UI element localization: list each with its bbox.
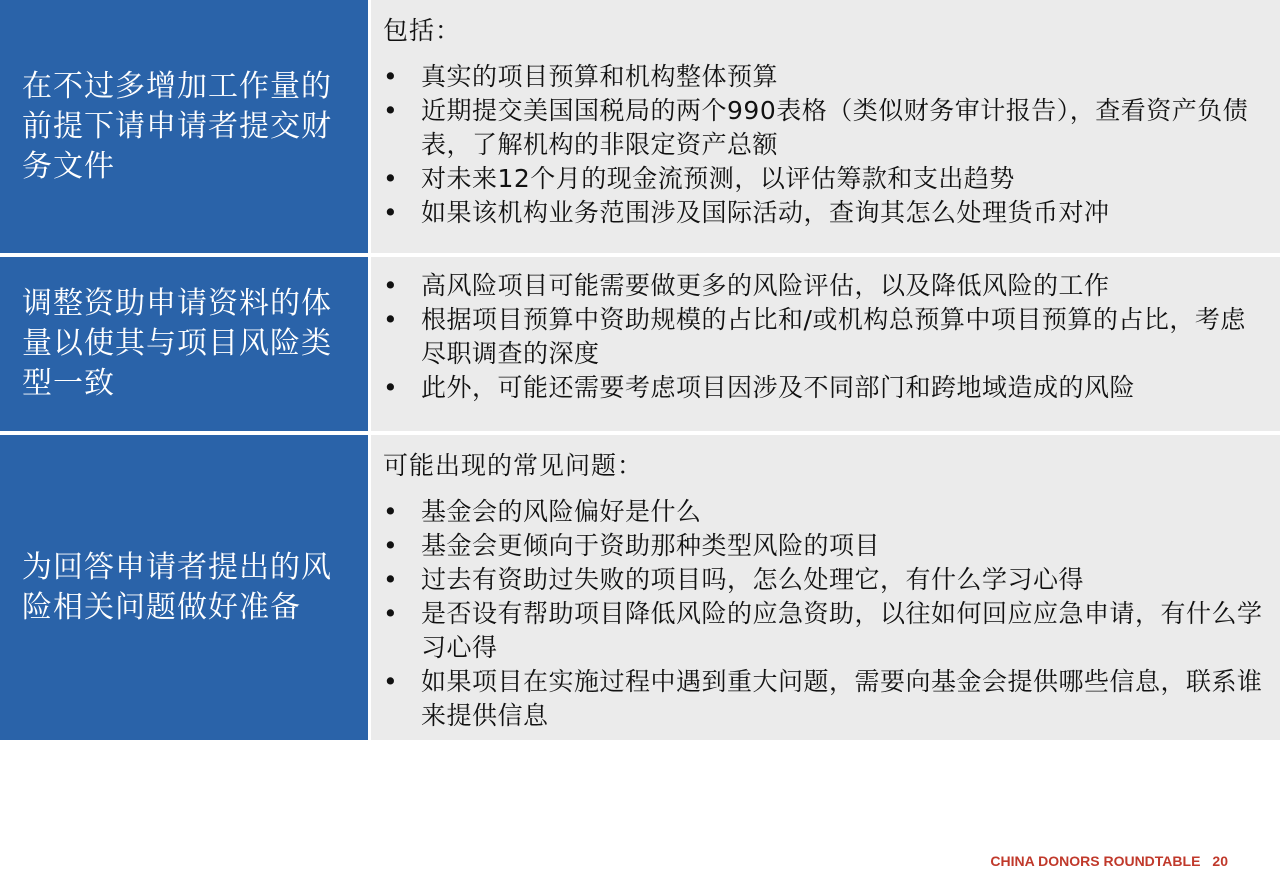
list-item <box>383 60 1266 94</box>
list-item <box>383 94 1266 162</box>
table-row <box>0 435 1280 740</box>
list-item-text: 高风险项目可能需要做更多的风险评估，以及降低风险的工作 <box>421 271 1110 300</box>
table-row <box>0 0 1280 253</box>
list-item-text: 对未来12个月的现金流预测，以评估筹款和支出趋势 <box>421 164 1015 193</box>
list-item <box>383 597 1266 665</box>
bullet-list <box>383 269 1266 405</box>
list-item-text: 真实的项目预算和机构整体预算 <box>421 62 779 91</box>
list-item-text: 根据项目预算中资助规模的占比和/或机构总预算中项目预算的占比，考虑尽职调查的深度 <box>421 305 1246 368</box>
list-item-text: 此外，可能还需要考虑项目因涉及不同部门和跨地域造成的风险 <box>421 373 1136 402</box>
bullet-icon: • <box>383 373 399 402</box>
bullet-icon: • <box>383 667 399 696</box>
footer <box>990 853 1228 869</box>
row-heading-text: 在不过多增加工作量的前提下请申请者提交财务文件 <box>22 68 332 184</box>
list-item <box>383 162 1266 196</box>
list-item-text: 如果项目在实施过程中遇到重大问题，需要向基金会提供哪些信息，联系谁来提供信息 <box>421 667 1263 730</box>
row-heading <box>0 435 368 740</box>
bullet-icon: • <box>383 164 399 193</box>
list-item <box>383 529 1266 563</box>
list-item-text: 基金会的风险偏好是什么 <box>421 497 702 526</box>
bullet-icon: • <box>383 565 399 594</box>
row-lead: 包括： <box>383 16 462 45</box>
list-item <box>383 665 1266 733</box>
row-heading-text: 为回答申请者提出的风险相关问题做好准备 <box>22 549 332 625</box>
bullet-list <box>383 495 1266 733</box>
table-row <box>0 257 1280 431</box>
row-heading-text: 调整资助申请资料的体量以使其与项目风险类型一致 <box>22 286 332 401</box>
page-number: 20 <box>1212 853 1228 869</box>
list-item-text: 近期提交美国国税局的两个990表格（类似财务审计报告），查看资产负债表，了解机构的非限定资产总额 <box>421 96 1249 159</box>
bullet-icon: • <box>383 198 399 227</box>
bullet-icon: • <box>383 531 399 560</box>
list-item <box>383 563 1266 597</box>
row-heading <box>0 257 368 431</box>
list-item <box>383 269 1266 303</box>
list-item <box>383 495 1266 529</box>
list-item <box>383 303 1266 371</box>
row-heading <box>0 0 368 253</box>
list-item-text: 如果该机构业务范围涉及国际活动，查询其怎么处理货币对冲 <box>421 198 1110 227</box>
bullet-icon: • <box>383 96 399 125</box>
footer-brand: CHINA DONORS ROUNDTABLE <box>990 853 1201 869</box>
bullet-icon: • <box>383 271 399 300</box>
bullet-icon: • <box>383 62 399 91</box>
list-item-text: 是否设有帮助项目降低风险的应急资助，以往如何回应应急申请，有什么学习心得 <box>421 599 1263 662</box>
list-item-text: 基金会更倾向于资助那种类型风险的项目 <box>421 531 881 560</box>
list-item <box>383 196 1266 230</box>
bullet-icon: • <box>383 305 399 334</box>
list-item-text: 过去有资助过失败的项目吗，怎么处理它，有什么学习心得 <box>421 565 1085 594</box>
list-item <box>383 371 1266 405</box>
row-content <box>371 435 1280 740</box>
bullet-icon: • <box>383 599 399 628</box>
row-content <box>371 257 1280 431</box>
row-lead: 可能出现的常见问题： <box>383 451 644 480</box>
bullet-list <box>383 60 1266 230</box>
row-content <box>371 0 1280 253</box>
bullet-icon: • <box>383 497 399 526</box>
